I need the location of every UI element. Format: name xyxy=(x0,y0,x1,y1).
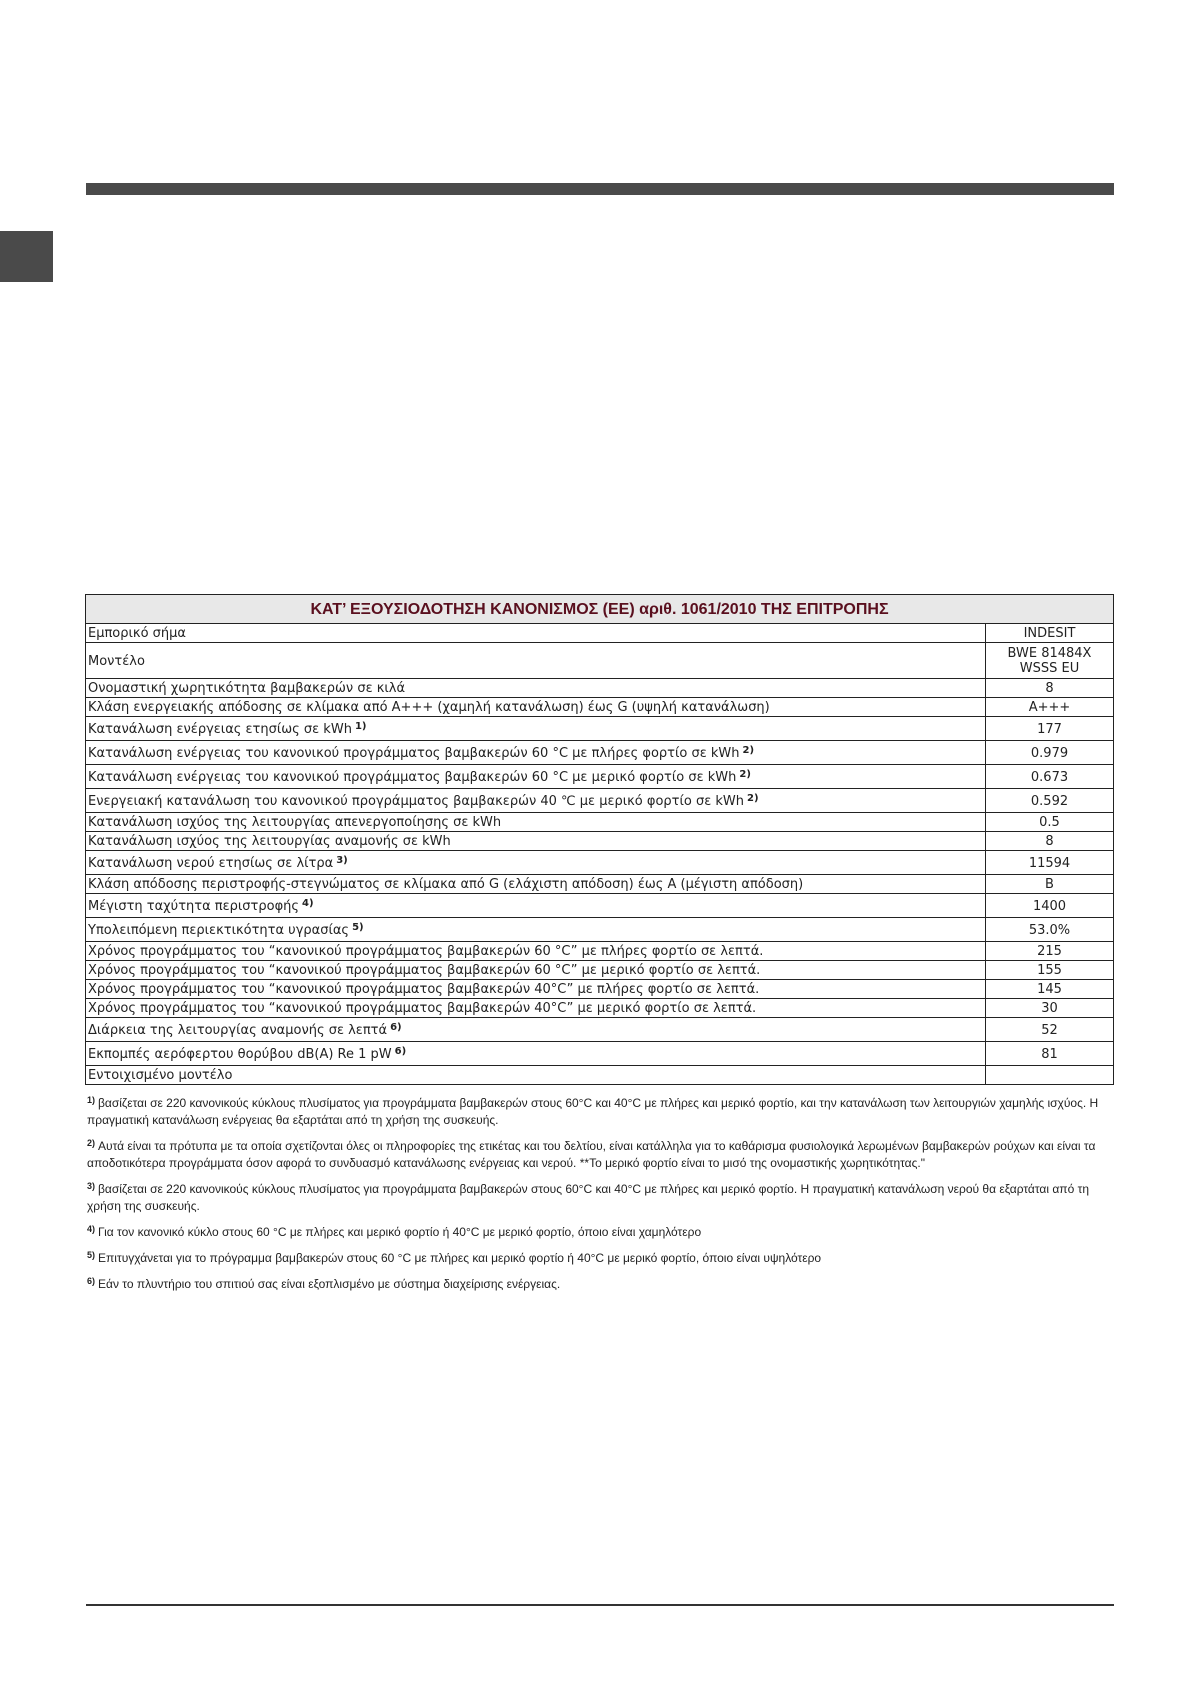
table-row xyxy=(86,643,1114,679)
row-label: Κλάση απόδοσης περιστροφής-στεγνώματος σε κλίμακα από G (ελάχιστη απόδοση) έως A (μέγιστη απόδοση) xyxy=(88,877,804,892)
product-fiche-table xyxy=(85,594,1114,1085)
table-row xyxy=(86,813,1114,832)
footnote-mark: 1) xyxy=(87,1095,96,1105)
footnote-text: βασίζεται σε 220 κανονικούς κύκλους πλυσίματος για προγράμματα βαμβακερών στους 60°C και 40°C με πλήρες και μερικό φορτίο, και την κατανάλωση των λειτουργιών χαμηλής ισχύος. Η πραγματική κατανάλωση ενέργειας θα εξαρτάται από τη χρήση της συσκευής. xyxy=(87,1096,1099,1127)
footnote xyxy=(87,1250,1107,1267)
table-row xyxy=(86,894,1114,918)
footnote-text: Αυτά είναι τα πρότυπα με τα οποία σχετίζονται όλες οι πληροφορίες της ετικέτας και του δελτίου, είναι κατάλληλα για το καθάρισμα φυσιολογικά λερωμένων βαμβακερών ρούχων και είναι τα αποδοτικότερα προγράμματα όσον αφορά το συνδυασμό κατανάλωσης ενέργειας και νερού. **Το μερικό φορτίο είναι το μισό της ονομαστικής χωρητικότητας." xyxy=(87,1139,1096,1170)
footnote-ref: 6) xyxy=(390,1021,402,1033)
row-label: Κατανάλωση ενέργειας ετησίως σε kWh xyxy=(88,721,352,737)
table-row xyxy=(86,999,1114,1018)
row-label: Κατανάλωση ισχύος της λειτουργίας αναμονής σε kWh xyxy=(88,834,451,849)
row-label: Κατανάλωση νερού ετησίως σε λίτρα xyxy=(88,855,334,871)
table-heading: ΚΑΤ’ ΕΞΟΥΣΙΟΔΟΤΗΣΗ ΚΑΝΟΝΙΣΜΟΣ (ΕΕ) αριθ. 1061/2010 ΤΗΣ ΕΠΙΤΡΟΠΗΣ xyxy=(86,595,1114,624)
table-row xyxy=(86,1042,1114,1066)
row-value: INDESIT xyxy=(986,624,1114,643)
footnote-mark: 5) xyxy=(87,1250,96,1260)
row-label: Μέγιστη ταχύτητα περιστροφής xyxy=(88,898,300,914)
footnote-text: Για τον κανονικό κύκλο στους 60 °C με πλήρες και μερικό φορτίο ή 40°C με μερικό φορτίο, όποιο είναι χαμηλότερο xyxy=(98,1225,702,1239)
row-label: Εντοιχισμένο μοντέλο xyxy=(88,1068,233,1083)
table-row xyxy=(86,624,1114,643)
row-value: 53.0% xyxy=(986,918,1114,942)
footnote xyxy=(87,1138,1107,1172)
footnote-mark: 6) xyxy=(87,1276,96,1286)
row-value xyxy=(986,1066,1114,1085)
row-label: Υπολειπόμενη περιεκτικότητα υγρασίας xyxy=(88,922,350,938)
table-row xyxy=(86,918,1114,942)
footnote-ref: 2) xyxy=(742,744,755,756)
table-heading-row xyxy=(86,595,1114,624)
table-row xyxy=(86,765,1114,789)
table-row xyxy=(86,875,1114,894)
footnote xyxy=(87,1181,1107,1215)
row-value: 0.979 xyxy=(986,741,1114,765)
row-label: Χρόνος προγράμματος του “κανονικού προγράμματος βαμβακερών 60 °C” με μερικό φορτίο σε λεπτά. xyxy=(88,963,761,978)
row-value: BWE 81484X WSSS EU xyxy=(986,643,1114,679)
table-row xyxy=(86,961,1114,980)
table-row xyxy=(86,980,1114,999)
row-value: 155 xyxy=(986,961,1114,980)
footnote-mark: 2) xyxy=(87,1138,96,1148)
footnote-ref: 3) xyxy=(336,854,348,866)
table-row xyxy=(86,832,1114,851)
header-rule xyxy=(86,183,1114,195)
row-value: 1400 xyxy=(986,894,1114,918)
footnote-ref: 6) xyxy=(394,1045,407,1057)
row-value: 0.592 xyxy=(986,789,1114,813)
footnote-text: Επιτυγχάνεται για το πρόγραμμα βαμβακερών στους 60 °C με πλήρες και μερικό φορτίο ή 40°C με μερικό φορτίο, όποιο είναι υψηλότερο xyxy=(98,1251,822,1265)
row-label: Μοντέλο xyxy=(88,653,145,669)
footnote xyxy=(87,1224,1107,1241)
row-value: 8 xyxy=(986,832,1114,851)
row-label: Διάρκεια της λειτουργίας αναμονής σε λεπτά xyxy=(88,1022,388,1038)
footnote xyxy=(87,1276,1107,1293)
row-label: Ενεργειακή κατανάλωση του κανονικού προγράμματος βαμβακερών 40 ℃ με μερικό φορτίο σε kWh xyxy=(88,793,745,809)
row-label: Εκπομπές αερόφερτου θορύβου dB(A) Re 1 pW xyxy=(88,1046,392,1062)
table-row xyxy=(86,1018,1114,1042)
row-label: Ονομαστική χωρητικότητα βαμβακερών σε κιλά xyxy=(88,681,406,696)
footnote-ref: 2) xyxy=(739,768,751,780)
footnote-ref: 5) xyxy=(352,921,364,933)
row-label: Χρόνος προγράμματος του “κανονικού προγράμματος βαμβακερών 40°C” με πλήρες φορτίο σε λεπτά. xyxy=(88,982,760,997)
row-value: 177 xyxy=(986,717,1114,741)
row-label: Κατανάλωση ενέργειας του κανονικού προγράμματος βαμβακερών 60 °C με πλήρες φορτίο σε kWh xyxy=(88,745,740,761)
footnote-ref: 1) xyxy=(354,720,367,732)
table-row xyxy=(86,679,1114,698)
table-row xyxy=(86,789,1114,813)
row-label: Κλάση ενεργειακής απόδοσης σε κλίμακα από Α+++ (χαμηλή κατανάλωση) έως G (υψηλή κατανάλωση) xyxy=(88,700,770,715)
footnote-ref: 4) xyxy=(302,897,314,909)
row-label: Κατανάλωση ενέργειας του κανονικού προγράμματος βαμβακερών 60 °C με μερικό φορτίο σε kWh xyxy=(88,769,737,785)
row-value: 52 xyxy=(986,1018,1114,1042)
row-value: 215 xyxy=(986,942,1114,961)
footnote-mark: 4) xyxy=(87,1224,96,1234)
row-value: B xyxy=(986,875,1114,894)
table-row xyxy=(86,1066,1114,1085)
row-value: 30 xyxy=(986,999,1114,1018)
footnote-mark: 3) xyxy=(87,1181,96,1191)
row-value: 8 xyxy=(986,679,1114,698)
row-value: 0.673 xyxy=(986,765,1114,789)
row-label: Εμπορικό σήμα xyxy=(88,626,186,641)
row-label: Κατανάλωση ισχύος της λειτουργίας απενεργοποίησης σε kWh xyxy=(88,815,502,830)
row-value: 0.5 xyxy=(986,813,1114,832)
footnote-ref: 2) xyxy=(747,792,759,804)
table-row xyxy=(86,698,1114,717)
row-value: 11594 xyxy=(986,851,1114,875)
table-row xyxy=(86,741,1114,765)
footnotes xyxy=(87,1095,1107,1302)
footer-rule xyxy=(86,1604,1114,1606)
table-row xyxy=(86,942,1114,961)
row-label: Χρόνος προγράμματος του “κανονικού προγράμματος βαμβακερών 40°C” με μερικό φορτίο σε λεπτά. xyxy=(88,1001,757,1016)
language-tab-marker xyxy=(0,231,53,282)
row-value: 145 xyxy=(986,980,1114,999)
footnote-text: βασίζεται σε 220 κανονικούς κύκλους πλυσίματος για προγράμματα βαμβακερών στους 60°C και 40°C με πλήρες και μερικό φορτίο. Η πραγματική κατανάλωση νερού θα εξαρτάται από τη χρήση της συσκευής. xyxy=(87,1182,1090,1213)
footnote-text: Εάν το πλυντήριο του σπιτιού σας είναι εξοπλισμένο με σύστημα διαχείρισης ενέργειας. xyxy=(98,1277,561,1291)
row-label: Χρόνος προγράμματος του “κανονικού προγράμματος βαμβακερών 60 °C” με πλήρες φορτίο σε λεπτά. xyxy=(88,944,764,959)
table-row xyxy=(86,851,1114,875)
row-value: 81 xyxy=(986,1042,1114,1066)
table-row xyxy=(86,717,1114,741)
row-value: A+++ xyxy=(986,698,1114,717)
footnote xyxy=(87,1095,1107,1129)
